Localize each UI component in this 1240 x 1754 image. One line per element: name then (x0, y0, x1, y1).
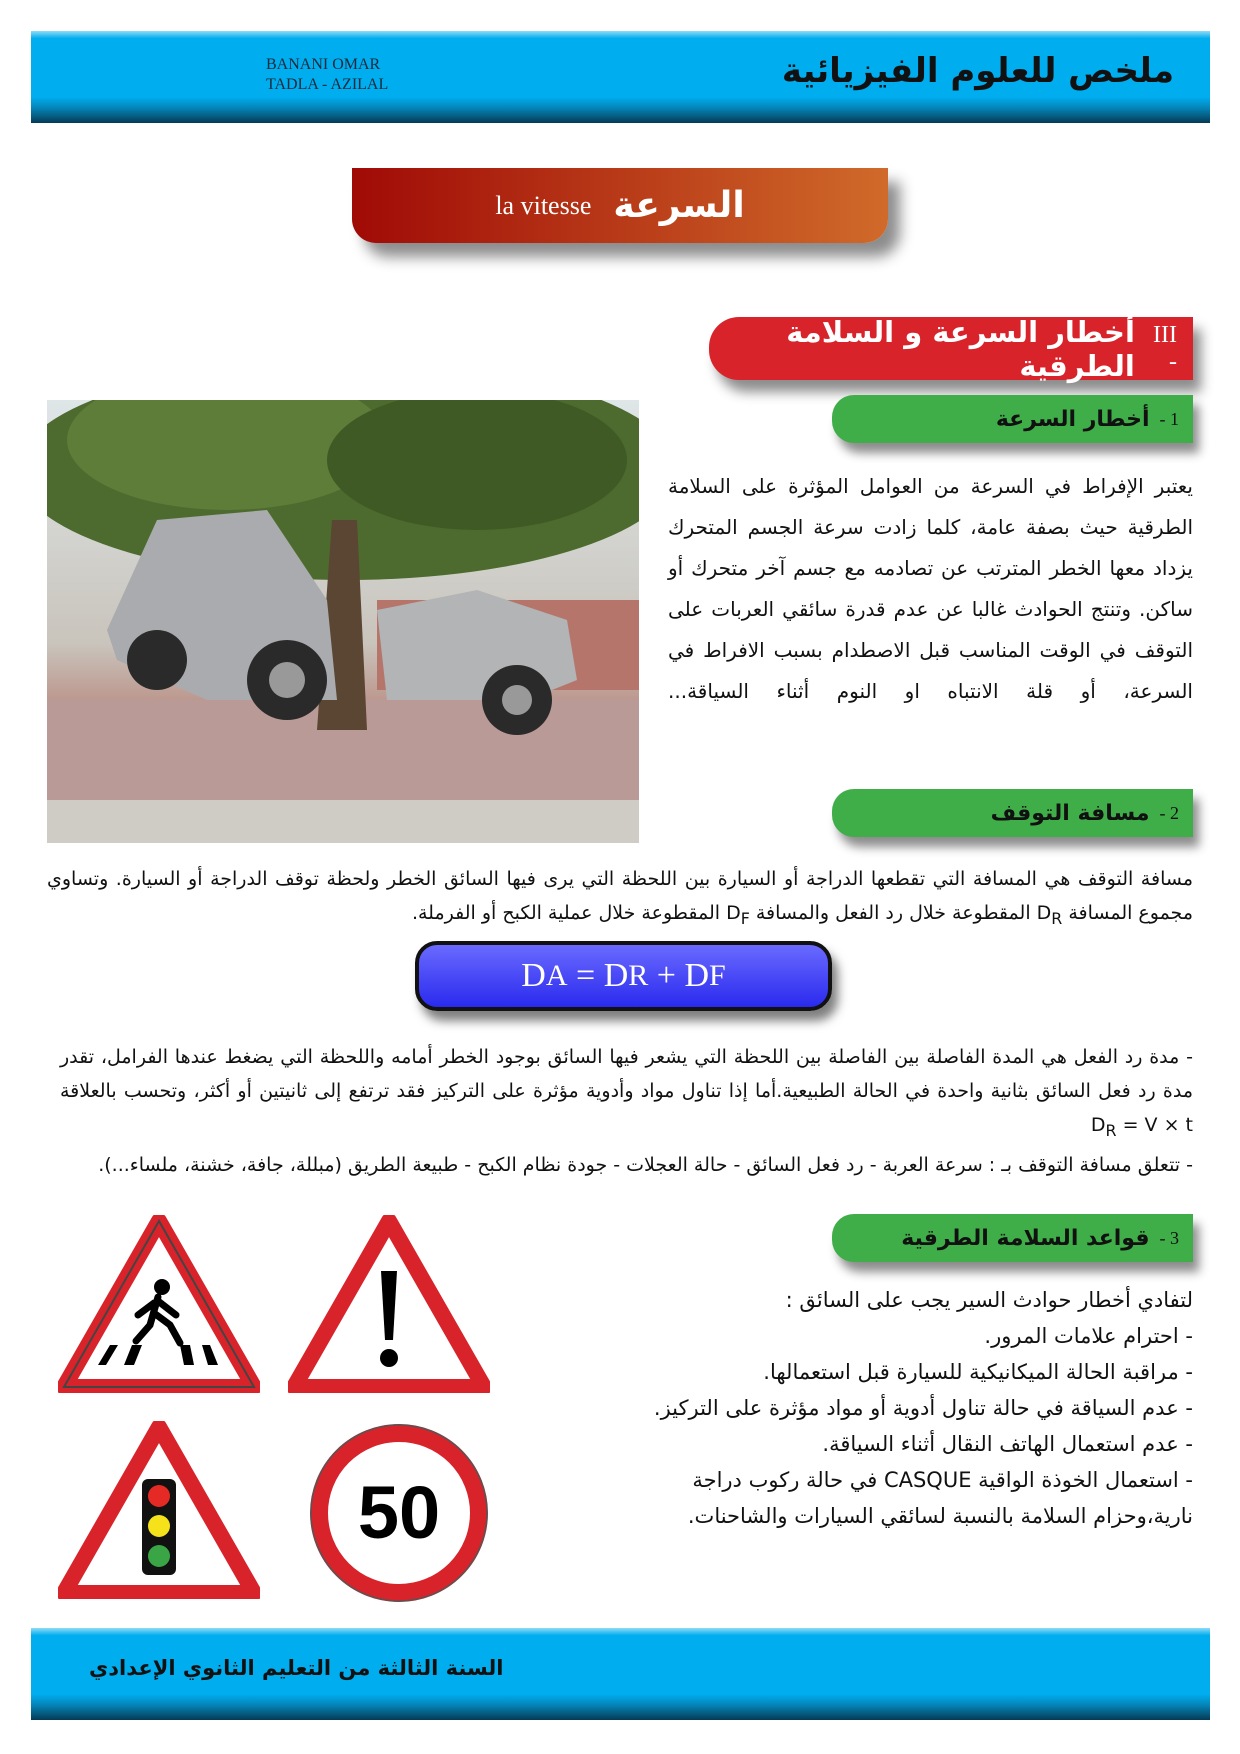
footer-bar (31, 1628, 1210, 1720)
formula-subscript: F (709, 959, 726, 992)
dr-subscript: R (1051, 908, 1063, 928)
formula-operator: = (567, 957, 604, 994)
relation-rest: = V × t (1116, 1114, 1193, 1136)
stopping-distance-definition (47, 862, 1193, 936)
definition-text: المقطوعة خلال رد الفعل والمسافة (749, 902, 1037, 924)
subheading-stopping-distance (832, 789, 1193, 837)
subheading-number: 3 - (1159, 1227, 1179, 1248)
rule-item: - استعمال الخوذة الواقية CASQUE في حالة ركوب دراجة (692, 1468, 1193, 1492)
author-location: TADLA - AZILAL (266, 76, 389, 93)
header-bar (31, 31, 1210, 123)
car-crash-photo (47, 400, 639, 843)
relation-letter: D (1090, 1114, 1106, 1136)
relation-subscript: R (1105, 1120, 1117, 1140)
formula-term: D (521, 957, 546, 994)
rule-item: نارية،وحزام السلامة بالنسبة لسائقي السيارات والشاحنات. (687, 1504, 1193, 1528)
dr-symbol (1036, 902, 1063, 928)
warning-sign-icon (288, 1215, 490, 1393)
speed-dangers-paragraph: يعتبر الإفراط في السرعة من العوامل المؤثرة على السلامة الطرقية حيث بصفة عامة، كلما زادت سرعة الجسم المتحرك يزداد معها الخطر المترتب عن تصادمه مع جسم آخر متحرك أو ساكن. وتنتج الحوادث غالبا عن عدم قدرة سائقي العربات على التوقف في الوقت المناسب قبل الاصطدام بسبب الافراط في السرعة، أو قلة الانتباه او النوم أثناء السياقة... (668, 474, 1193, 703)
rule-item: - احترام علامات المرور. (984, 1324, 1193, 1348)
section-number: III - (1153, 321, 1177, 375)
document-title: ملخص للعلوم الفيزيائية (781, 51, 1174, 91)
formula-subscript: R (628, 959, 649, 992)
rule-item: - عدم استعمال الهاتف النقال أثناء السياقة. (822, 1432, 1193, 1456)
formula-subscript: A (545, 959, 568, 992)
subheading-speed-dangers (832, 395, 1193, 443)
reaction-relation (1090, 1114, 1193, 1140)
definition-text: مسافة التوقف هي المسافة التي تقطعها الدراجة أو السيارة بين اللحظة التي يرى فيها السائق الخطر ولحظة توقف الدراجة أو السيارة. وتساوي مجموع المسافة (47, 868, 1193, 924)
formula-operator: + (648, 957, 685, 994)
df-letter: D (726, 902, 741, 924)
dr-letter: D (1036, 902, 1052, 924)
definition-text: المقطوعة خلال عملية الكبح أو الفرملة. (411, 902, 727, 924)
subheading-title: قواعد السلامة الطرقية (901, 1225, 1150, 1251)
speed-limit-value: 50 (357, 1471, 441, 1554)
stopping-distance-formula (415, 941, 832, 1011)
rule-item: - مراقبة الحالة الميكانيكية للسيارة قبل استعمالها. (763, 1360, 1193, 1384)
subheading-title: أخطار السرعة (995, 406, 1150, 432)
factors-text: - تتعلق مسافة التوقف بـ : سرعة العربة - رد فعل السائق - حالة العجلات - جودة نظام الكبح - طبيعة الطريق (مبللة، جافة، خشنة، ملساء...). (98, 1153, 1193, 1176)
lesson-title-ar: السرعة (613, 185, 745, 226)
section-heading (709, 314, 1193, 383)
rule-item: - عدم السياقة في حالة تناول أدوية أو مواد مؤثرة على التركيز. (653, 1396, 1193, 1420)
subheading-road-safety-rules (832, 1214, 1193, 1262)
pedestrian-crossing-sign-icon (58, 1215, 260, 1393)
subheading-number: 2 - (1159, 802, 1179, 823)
footer-text: السنة الثالثة من التعليم الثانوي الإعدادي (89, 1656, 504, 1680)
author-block (266, 55, 388, 95)
reaction-text: - مدة رد الفعل هي المدة الفاصلة بين الفاصلة بين اللحظة التي يشعر فيها السائق بوجود الخطر أمامه واللحظة التي يضغط عندها الفرامل، تقدر مدة رد فعل السائق بثانية واحدة في الحالة الطبيعية.أما إذا تناول مواد وأدوية مؤثرة على التركيز فقد ترتفع إلى ثانيتين أو أكثر، وتحسب بالعلاقة (60, 1046, 1193, 1102)
reaction-time-paragraph (60, 1040, 1193, 1182)
safety-rules-list (553, 1282, 1193, 1534)
section-title: أخطار السرعة و السلامة الطرقية (786, 314, 1135, 383)
df-symbol (726, 902, 750, 928)
speed-limit-sign-icon (310, 1424, 488, 1602)
subheading-number: 1 - (1159, 408, 1179, 429)
df-subscript: F (740, 908, 750, 928)
subheading-title: مسافة التوقف (990, 800, 1150, 826)
author-name: BANANI OMAR (266, 56, 381, 73)
lesson-title-fr: la vitesse (495, 190, 592, 220)
formula-term: D (684, 957, 710, 994)
traffic-light-sign-icon (58, 1421, 260, 1599)
formula-term: D (603, 957, 629, 994)
lesson-title (352, 168, 888, 243)
rules-intro: لتفادي أخطار حوادث السير يجب على السائق : (785, 1288, 1193, 1312)
